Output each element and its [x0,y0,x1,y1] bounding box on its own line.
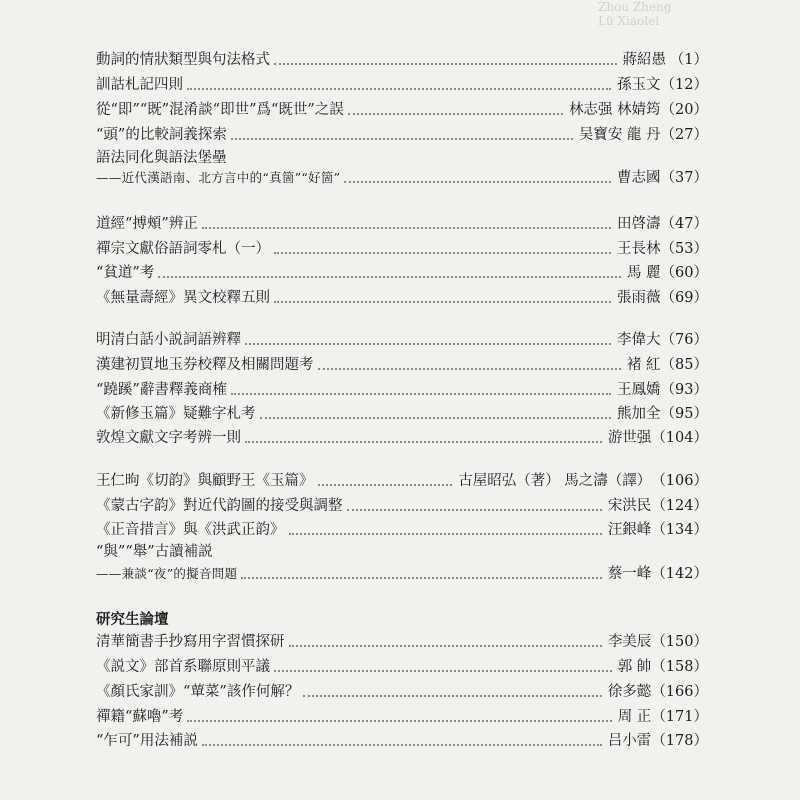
toc-entry [96,703,708,727]
dot-leader [344,181,611,183]
entry-author: 古屋昭弘（著） 馬之濤（譯） [458,473,652,489]
entry-title: “貧道”考 [96,265,155,281]
entry-author: 周 正 [617,709,652,725]
entry-author: 郭 帥 [617,659,652,675]
dot-leader [318,484,453,486]
entry-title: 語法同化與語法堡壘 [96,150,227,166]
dot-leader [158,276,621,278]
entry-page: （178） [651,733,708,749]
entry-page: （158） [651,659,708,675]
toc-entry [96,492,708,516]
entry-page: （85） [660,357,708,373]
entry-title: 道經“搏頰”辨正 [96,216,198,232]
dot-leader [260,417,612,419]
entry-title: 訓詁札記四則 [96,77,183,93]
toc-entry [96,351,708,375]
toc-entry [96,121,708,145]
dot-leader [348,113,563,115]
entry-title: 禪籍“蘇嚕”考 [96,709,184,725]
entry-page: （150） [651,634,708,650]
dot-leader [347,509,602,511]
dot-leader [274,63,617,65]
entry-title: 明清白話小説詞語辨釋 [96,332,241,348]
entry-page: （27） [660,127,708,143]
ghost-line: Zhou Zheng [598,0,672,14]
entry-author: 田啓濤 [617,216,661,232]
entry-title: 王仁昫《切韵》與顧野王《玉篇》 [96,473,314,489]
entry-title: “頭”的比較詞義探索 [96,127,227,143]
entry-subtitle: ——兼談“夜”的擬音問題 [96,566,238,581]
toc-entry [96,400,708,424]
bleed-through-text [598,0,798,28]
dot-leader [202,227,611,229]
dot-leader [274,252,611,254]
entry-page: （76） [660,332,708,348]
entry-page: （134） [651,522,708,538]
entry-author: 李美辰 [607,634,652,650]
dot-leader [289,645,602,647]
entry-title: 動詞的情狀類型與句法格式 [96,52,270,68]
entry-author: 蔣紹愚 [622,52,666,68]
entry-page: （166） [651,684,708,700]
toc-entry [96,46,708,70]
dot-leader [274,670,612,672]
toc-entry [96,71,708,95]
toc-entry [96,284,708,308]
entry-title: 《説文》部首系聯原則平議 [96,659,270,675]
dot-leader [187,720,611,722]
entry-page: （69） [660,290,708,306]
entry-author: 徐多懿 [607,684,652,700]
entry-title: “乍可”用法補説 [96,733,198,749]
entry-title: 禪宗文獻俗語詞零札（一） [96,241,270,257]
toc-entry [96,376,708,400]
entry-title: 《正音措言》與《洪武正韵》 [96,522,285,538]
entry-title: 清華簡書手抄寫用字習慣探研 [96,634,285,650]
entry-subtitle: ——近代漢語南、北方言中的“真箇”“好箇” [96,170,341,185]
dot-leader [202,744,602,746]
entry-page: （12） [660,77,708,93]
dot-leader [303,695,601,697]
entry-author: 褚 紅 [626,357,661,373]
entry-page: （60） [660,265,708,281]
toc-entry [96,727,708,751]
entry-author: 王鳳嬌 [617,382,661,398]
toc-entry [96,516,708,540]
toc-entry [96,96,708,120]
entry-page: （142） [651,566,708,582]
dot-leader [318,368,621,370]
dot-leader [289,533,602,535]
entry-page: （93） [660,382,708,398]
dot-leader [231,393,611,395]
entry-title: 《顏氏家訓》“蕇菜”該作何解？ [96,684,300,700]
entry-author: 林志强 林婧筠 [568,102,661,118]
entry-page: （95） [660,406,708,422]
toc-entry [96,424,708,448]
entry-page: （37） [660,170,708,186]
ghost-line: Lü Xiaolei [598,14,660,28]
entry-title: 漢建初買地玉券校釋及相關問題考 [96,357,314,373]
entry-title: 從“即”“既”混淆談“即世”爲“既世”之誤 [96,102,344,118]
entry-title: 敦煌文獻文字考辨一則 [96,430,241,446]
toc-entry [96,326,708,350]
entry-author: 王長林 [617,241,661,257]
entry-author: 吴寶安 龍 丹 [578,127,661,143]
dot-leader [245,343,611,345]
toc-entry [96,210,708,234]
entry-page: （47） [660,216,708,232]
toc-entry [96,678,708,702]
dot-leader [241,577,601,579]
entry-title: “與”“舉”古讀補説 [96,544,213,560]
entry-page: （1） [669,52,708,68]
toc-entry [96,259,708,283]
toc-entry [96,164,708,188]
dot-leader [231,138,573,140]
entry-page: （106） [651,473,708,489]
entry-author: 孫玉文 [617,77,661,93]
section-heading: 研究生論壇 [96,611,169,628]
entry-author: 馬 麗 [626,265,661,281]
toc-entry [96,560,708,584]
dot-leader [245,441,602,443]
entry-author: 張雨薇 [617,290,661,306]
entry-title: 《新修玉篇》疑難字札考 [96,406,256,422]
entry-author: 曹志國 [617,170,661,186]
dot-leader [274,301,611,303]
entry-author: 蔡一峰 [607,566,652,582]
toc-entry [96,628,708,652]
toc-entry [96,467,708,491]
toc-entry [96,235,708,259]
entry-page: （171） [651,709,708,725]
entry-page: （104） [651,430,708,446]
entry-author: 宋洪民 [607,498,652,514]
entry-author: 汪銀峰 [607,522,652,538]
entry-title: “蹺蹊”辭書釋義商榷 [96,382,227,398]
entry-page: （124） [651,498,708,514]
dot-leader [187,88,611,90]
entry-author: 李偉大 [617,332,661,348]
entry-author: 吕小雷 [607,733,652,749]
entry-author: 熊加全 [617,406,661,422]
entry-page: （20） [660,102,708,118]
toc-entry [96,653,708,677]
entry-title: 《無量壽經》異文校釋五則 [96,290,270,306]
entry-author: 游世强 [607,430,652,446]
entry-page: （53） [660,241,708,257]
entry-title: 《蒙古字韵》對近代韵圖的接受與調整 [96,498,343,514]
